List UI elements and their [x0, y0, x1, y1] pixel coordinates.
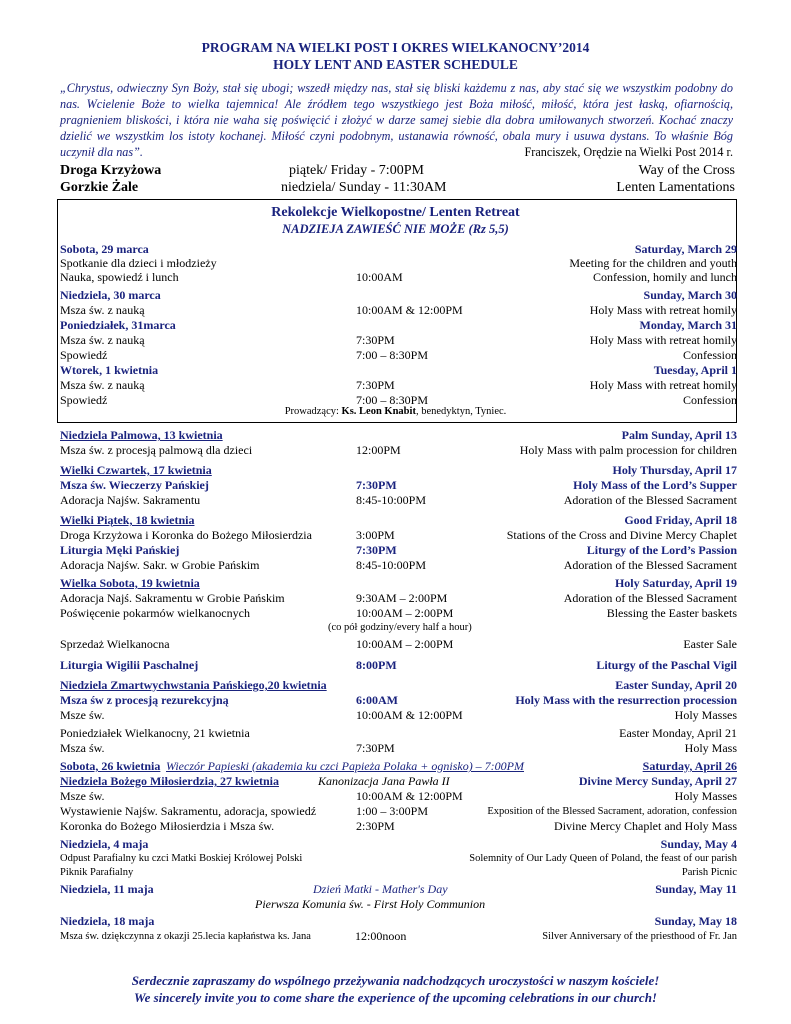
- row-en: Easter Monday, April 21: [619, 726, 737, 740]
- row-time: 6:00AM: [356, 693, 398, 707]
- row-en: Saturday, March 29: [634, 242, 737, 256]
- top-en: Way of the Cross: [638, 163, 735, 178]
- schedule-row: [60, 929, 737, 944]
- row-en: Holy Masses: [674, 708, 737, 722]
- leader-name: Ks. Leon Knabit: [341, 406, 416, 417]
- schedule-row: [60, 333, 737, 348]
- schedule-row: [60, 443, 737, 458]
- row-time: 1:00 – 3:00PM: [356, 804, 429, 818]
- schedule-row: [60, 576, 737, 591]
- row-time: 7:30PM: [356, 378, 395, 392]
- row-en: Sunday, May 4: [660, 837, 737, 851]
- row-en: Sunday, May 18: [654, 914, 737, 928]
- row-en: Easter Sunday, April 20: [615, 678, 737, 692]
- row-en: Holy Mass with palm procession for children: [519, 443, 737, 457]
- top-row-0: [57, 163, 735, 178]
- row-pl: Msze św.: [60, 708, 105, 722]
- row-time: Wieczór Papieski (akademia ku czci Papieża Polaka + ognisko) – 7:00PM: [166, 759, 525, 773]
- row-en: Divine Mercy Chaplet and Holy Mass: [554, 819, 737, 833]
- schedule-row: [60, 774, 737, 789]
- row-pl: Wystawienie Najśw. Sakramentu, adoracja, spowiedź: [60, 804, 317, 818]
- row-en: Blessing the Easter baskets: [606, 606, 737, 620]
- quote-text: „Chrystus, odwieczny Syn Boży, stał się ubogi; wszedł między nas, stał się bliski każdemu z nas, aby stać się we wszystkim podobny do nas. Wcielenie Boże to wielka tajemnica! Ale źródłem tego wszystkiego jest Boża miłość, miłość, która jest łaską, ofiarnością, pragnieniem bliskości, i która nie waha się poświęcić i złożyć w darze samej siebie dla dobra umiłowanych stworzeń. Kochać znaczy dzielić we wszystkim los istoty kochanej. Miłość czyni podobnym, ustanawia równość, obala mury i usuwa dystans. To właśnie Bóg uczynił dla nas”.: [60, 81, 733, 159]
- row-time: 7:30PM: [356, 741, 395, 755]
- retreat-subtitle: NADZIEJA ZAWIEŚĆ NIE MOŻE (Rz 5,5): [282, 222, 509, 236]
- row-time: 7:30PM: [356, 333, 395, 347]
- top-pl: Droga Krzyżowa: [60, 163, 162, 178]
- schedule-row: [60, 637, 737, 652]
- schedule-row: [60, 303, 737, 318]
- row-time: 10:00AM: [356, 270, 403, 284]
- row-time: 10:00AM & 12:00PM: [356, 708, 463, 722]
- lent-quote: [60, 80, 733, 160]
- row-pl: Niedziela, 30 marca: [60, 288, 161, 302]
- schedule-row: [60, 865, 737, 880]
- row-pl: Wtorek, 1 kwietnia: [60, 363, 159, 377]
- row-time: Dzień Matki - Mather's Day: [313, 882, 448, 896]
- row-en: Confession: [683, 348, 737, 362]
- schedule-row: [60, 837, 737, 852]
- row-time: 12:00noon: [355, 929, 407, 943]
- row-en: Holy Thursday, April 17: [612, 463, 737, 477]
- page-title: PROGRAM NA WIELKI POST I OKRES WIELKANOCNY’2014: [201, 40, 590, 55]
- row-en: Silver Anniversary of the priesthood of Fr. Jan: [542, 931, 737, 942]
- row-en: Solemnity of Our Lady Queen of Poland, the feast of our parish: [469, 853, 737, 864]
- row-en: Liturgy of the Lord’s Passion: [586, 543, 737, 557]
- schedule-row: [60, 288, 737, 303]
- schedule-row: [60, 759, 737, 774]
- schedule-row: [60, 270, 737, 285]
- row-time: Kanonizacja Jana Pawła II: [318, 774, 450, 788]
- schedule-row: [60, 606, 737, 621]
- schedule-row: [60, 804, 737, 819]
- row-pl: Msza św. Wieczerzy Pańskiej: [60, 478, 209, 492]
- top-mid: piątek/ Friday - 7:00PM: [289, 163, 424, 178]
- schedule-row: [60, 513, 737, 528]
- row-pl: Adoracja Najś. Sakramentu w Grobie Pańskim: [60, 591, 285, 605]
- row-en: Adoration of the Blessed Sacrament: [563, 591, 737, 605]
- row-time: 12:00PM: [356, 443, 401, 457]
- row-pl: Niedziela, 4 maja: [60, 837, 149, 851]
- row-pl: Poświęcenie pokarmów wielkanocnych: [60, 606, 250, 620]
- row-pl: Spowiedź: [60, 393, 108, 407]
- schedule-row: [60, 882, 737, 897]
- row-pl: Niedziela Zmartwychwstania Pańskiego,20 kwietnia: [60, 678, 327, 692]
- row-en: Liturgy of the Paschal Vigil: [596, 658, 737, 672]
- schedule-row: [60, 726, 737, 741]
- row-pl: Niedziela Bożego Miłosierdzia, 27 kwietnia: [60, 774, 279, 788]
- retreat-leader: [0, 406, 791, 417]
- leader-prefix: Prowadzący:: [284, 406, 342, 417]
- quote-source: Franciszek, Orędzie na Wielki Post 2014 r.: [524, 145, 733, 159]
- row-en: Exposition of the Blessed Sacrament, adoration, confession: [487, 806, 737, 817]
- schedule-row: [60, 819, 737, 834]
- row-pl: Msze św.: [60, 789, 105, 803]
- row-en: Tuesday, April 1: [653, 363, 737, 377]
- row-pl: Spowiedź: [60, 348, 108, 362]
- retreat-title: Rekolekcje Wielkopostne/ Lenten Retreat: [271, 205, 520, 220]
- row-time: 7:00 – 8:30PM: [356, 348, 429, 362]
- row-en: Meeting for the children and youth: [569, 256, 737, 270]
- row-en: Adoration of the Blessed Sacrament: [563, 558, 737, 572]
- schedule-row: [60, 897, 737, 912]
- row-en: Sunday, March 30: [643, 288, 737, 302]
- row-pl: Adoracja Najśw. Sakr. w Grobie Pańskim: [60, 558, 260, 572]
- schedule-row: [60, 256, 737, 271]
- row-pl: Msza św. z nauką: [60, 378, 145, 392]
- row-time: 7:30PM: [356, 478, 397, 492]
- schedule-row: [60, 478, 737, 493]
- row-pl: Piknik Parafialny: [60, 867, 134, 878]
- row-pl: Msza św. dziękczynna z okazji 25.lecia kapłaństwa ks. Jana: [60, 931, 311, 942]
- row-en: Sunday, May 11: [655, 882, 737, 896]
- row-en: Holy Mass: [684, 741, 737, 755]
- row-en: Holy Saturday, April 19: [614, 576, 737, 590]
- top-pl: Gorzkie Żale: [60, 180, 139, 195]
- schedule-row: [60, 363, 737, 378]
- row-pl: Sobota, 26 kwietnia: [60, 759, 161, 773]
- row-en: Parish Picnic: [681, 867, 737, 878]
- row-time: 8:00PM: [356, 658, 397, 672]
- row-pl: Koronka do Bożego Miłosierdzia i Msza św.: [60, 819, 275, 833]
- row-pl: Sobota, 29 marca: [60, 242, 149, 256]
- row-pl: Adoracja Najśw. Sakramentu: [60, 493, 201, 507]
- schedule-row: [60, 693, 737, 708]
- schedule-row: [60, 741, 737, 756]
- row-en: Monday, March 31: [639, 318, 737, 332]
- row-time: 2:30PM: [356, 819, 395, 833]
- row-pl: Msza św. z nauką: [60, 333, 145, 347]
- row-pl: Niedziela Palmowa, 13 kwietnia: [60, 428, 223, 442]
- row-pl: Liturgia Wigilii Paschalnej: [60, 658, 199, 672]
- row-time: 8:45-10:00PM: [356, 493, 427, 507]
- row-en: Stations of the Cross and Divine Mercy Chaplet: [506, 528, 737, 542]
- row-en: Holy Mass of the Lord’s Supper: [573, 478, 737, 492]
- row-time: 10:00AM & 12:00PM: [356, 789, 463, 803]
- row-time: Pierwsza Komunia św. - First Holy Communion: [255, 897, 486, 911]
- closing-en: We sincerely invite you to come share the experience of the upcoming celebrations in our church!: [134, 990, 657, 1005]
- schedule-row: [60, 428, 737, 443]
- schedule-row: [60, 591, 737, 606]
- row-pl: Spotkanie dla dzieci i młodzieży: [60, 256, 217, 270]
- row-en: Holy Mass with retreat homily: [589, 378, 737, 392]
- schedule-row: [60, 914, 737, 929]
- schedule-row: [60, 463, 737, 478]
- row-en: Good Friday, April 18: [624, 513, 737, 527]
- row-en: Holy Masses: [674, 789, 737, 803]
- row-en: Palm Sunday, April 13: [621, 428, 737, 442]
- row-time: 7:30PM: [356, 543, 397, 557]
- schedule-row: [60, 658, 737, 673]
- row-pl: Liturgia Męki Pańskiej: [60, 543, 180, 557]
- row-time: 10:00AM – 2:00PM: [356, 637, 454, 651]
- schedule-row: [60, 620, 737, 635]
- row-pl: Msza św.: [60, 741, 105, 755]
- schedule-row: [60, 242, 737, 257]
- schedule-row: [60, 789, 737, 804]
- row-time: 8:45-10:00PM: [356, 558, 427, 572]
- row-time: (co pół godziny/every half a hour): [328, 622, 472, 633]
- row-pl: Poniedziałek, 31marca: [60, 318, 176, 332]
- schedule-row: [60, 528, 737, 543]
- row-pl: Msza św. z nauką: [60, 303, 145, 317]
- top-en: Lenten Lamentations: [616, 180, 735, 195]
- row-pl: Niedziela, 11 maja: [60, 882, 154, 896]
- row-pl: Odpust Parafialny ku czci Matki Boskiej Królowej Polski: [60, 853, 303, 864]
- top-row-1: [57, 180, 735, 195]
- row-en: Confession: [683, 393, 737, 407]
- row-en: Confession, homily and lunch: [593, 270, 737, 284]
- schedule-row: [60, 708, 737, 723]
- row-en: Easter Sale: [683, 637, 737, 651]
- schedule-row: [60, 348, 737, 363]
- page-subtitle: HOLY LENT AND EASTER SCHEDULE: [273, 57, 518, 72]
- top-mid: niedziela/ Sunday - 11:30AM: [281, 180, 447, 195]
- row-pl: Msza św z procesją rezurekcyjną: [60, 693, 229, 707]
- closing-pl: Serdecznie zapraszamy do wspólnego przeżywania nadchodzących uroczystości w naszym kościele!: [131, 973, 660, 988]
- row-en: Saturday, April 26: [642, 759, 737, 773]
- row-en: Holy Mass with the resurrection procession: [515, 693, 737, 707]
- row-time: 9:30AM – 2:00PM: [356, 591, 448, 605]
- leader-suffix: , benedyktyn, Tyniec.: [415, 406, 507, 417]
- row-pl: Sprzedaż Wielkanocna: [60, 637, 170, 651]
- row-pl: Wielki Czwartek, 17 kwietnia: [60, 463, 212, 477]
- row-pl: Nauka, spowiedź i lunch: [60, 270, 179, 284]
- row-pl: Msza św. z procesją palmową dla dzieci: [60, 443, 253, 457]
- row-en: Adoration of the Blessed Sacrament: [563, 493, 737, 507]
- row-time: 3:00PM: [356, 528, 395, 542]
- row-pl: Wielki Piątek, 18 kwietnia: [60, 513, 195, 527]
- schedule-row: [60, 493, 737, 508]
- schedule-row: [60, 318, 737, 333]
- schedule-row: [60, 378, 737, 393]
- row-pl: Wielka Sobota, 19 kwietnia: [60, 576, 200, 590]
- schedule-row: [60, 678, 737, 693]
- row-pl: Poniedziałek Wielkanocny, 21 kwietnia: [60, 726, 250, 740]
- row-time: 7:00 – 8:30PM: [356, 393, 429, 407]
- schedule-row: [60, 558, 737, 573]
- row-time: 10:00AM & 12:00PM: [356, 303, 463, 317]
- schedule-row: [60, 543, 737, 558]
- schedule-row: [60, 851, 737, 866]
- row-pl: Droga Krzyżowa i Koronka do Bożego Miłosierdzia: [60, 528, 312, 542]
- row-en: Holy Mass with retreat homily: [589, 333, 737, 347]
- row-time: 10:00AM – 2:00PM: [356, 606, 454, 620]
- row-en: Divine Mercy Sunday, April 27: [578, 774, 737, 788]
- row-pl: Niedziela, 18 maja: [60, 914, 155, 928]
- row-en: Holy Mass with retreat homily: [589, 303, 737, 317]
